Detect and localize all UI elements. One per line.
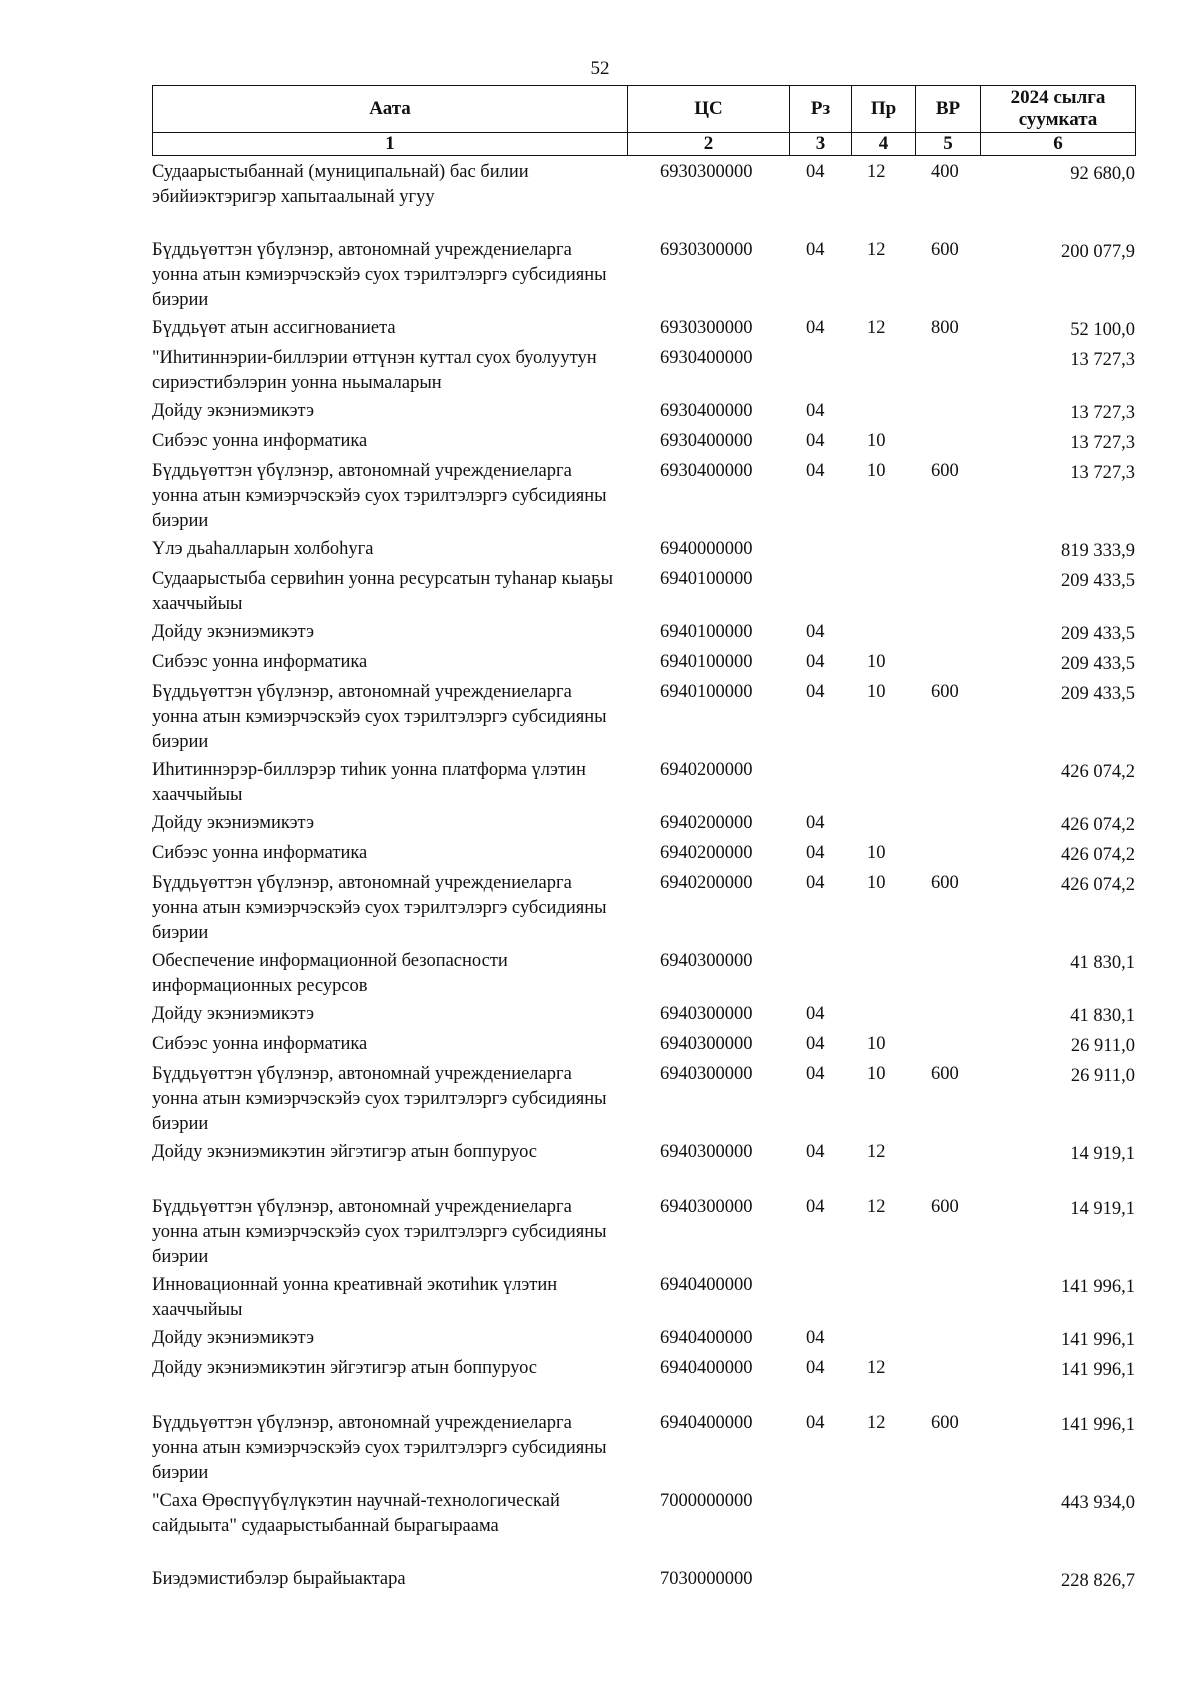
row-cs: 6930400000 <box>660 431 753 451</box>
row-name: Дойду экэниэмикэтэ <box>152 622 315 642</box>
row-rz <box>789 758 851 811</box>
row-pr: 10 <box>867 873 886 893</box>
row-rz: 04 <box>806 843 825 863</box>
row-sum: 52 100,0 <box>1070 320 1135 340</box>
row-rz: 04 <box>806 652 825 672</box>
row-pr: 10 <box>867 431 886 451</box>
row-rz: 04 <box>806 318 825 338</box>
row-rz: 04 <box>806 873 825 893</box>
row-cs: 6940300000 <box>660 1004 753 1024</box>
table-row <box>152 650 1135 680</box>
row-rz: 04 <box>806 461 825 481</box>
row-name: Бүддьүөттэн үбүлэнэр, автономнай учреждениеларга уонна атын кэмиэрчэскэйэ суох тэрилтэлэргэ субсидияны биэрии <box>152 240 607 310</box>
row-pr <box>851 346 915 399</box>
row-sum: 209 433,5 <box>1061 624 1135 644</box>
table-row <box>152 1002 1135 1032</box>
row-cs: 6940400000 <box>660 1275 753 1295</box>
table-row <box>152 1489 1135 1567</box>
row-pr: 12 <box>867 318 886 338</box>
row-sum: 426 074,2 <box>1061 762 1135 782</box>
row-vr <box>915 1489 980 1567</box>
row-rz: 04 <box>806 162 825 182</box>
row-sum: 13 727,3 <box>1070 463 1135 483</box>
table-row <box>152 871 1135 949</box>
row-sum: 200 077,9 <box>1061 242 1135 262</box>
row-name: Сибээс уонна информатика <box>152 431 368 451</box>
row-cs: 6940200000 <box>660 813 753 833</box>
row-cs: 6940200000 <box>660 760 753 780</box>
row-rz: 04 <box>806 1328 825 1348</box>
row-rz <box>789 1273 851 1326</box>
row-vr <box>915 811 980 841</box>
row-name: Дойду экэниэмикэтэ <box>152 401 315 421</box>
row-name: Судаарыстыбаннай (муниципальнай) бас билии эбийиэктэригэр хапытаалынай угуу <box>152 162 529 207</box>
table-row <box>152 1062 1135 1140</box>
row-pr: 12 <box>867 1197 886 1217</box>
row-rz: 04 <box>806 622 825 642</box>
row-name: "Иһитиннэрии-биллэрии өттүнэн куттал суох буолуутун сириэстибэлэрин уонна ньымаларын <box>152 348 597 393</box>
row-cs: 6940300000 <box>660 1197 753 1217</box>
row-cs: 6940300000 <box>660 1034 753 1054</box>
header-num-6: 6 <box>981 133 1136 156</box>
row-rz: 04 <box>806 1142 825 1162</box>
row-pr <box>851 620 915 650</box>
row-name: Дойду экэниэмикэтин эйгэтигэр атын боппуруос <box>152 1142 538 1162</box>
table-row <box>152 811 1135 841</box>
row-sum: 14 919,1 <box>1070 1199 1135 1219</box>
row-sum: 41 830,1 <box>1070 953 1135 973</box>
row-name: Бүддьүөттэн үбүлэнэр, автономнай учреждениеларга уонна атын кэмиэрчэскэйэ суох тэрилтэлэргэ субсидияны биэрии <box>152 682 607 752</box>
row-sum: 209 433,5 <box>1061 684 1135 704</box>
row-sum: 209 433,5 <box>1061 654 1135 674</box>
table-row <box>152 160 1135 238</box>
header-name: Аата <box>153 86 628 133</box>
row-name: Дойду экэниэмикэтэ <box>152 1328 315 1348</box>
row-vr <box>915 650 980 680</box>
table-row <box>152 758 1135 811</box>
row-rz <box>789 949 851 1002</box>
row-name: Дойду экэниэмикэтэ <box>152 1004 315 1024</box>
row-vr <box>915 1356 980 1411</box>
budget-table <box>152 160 1135 1597</box>
row-pr <box>851 758 915 811</box>
table-row <box>152 238 1135 316</box>
row-name: Үлэ дьаһалларын холбоһуга <box>152 539 374 559</box>
row-vr: 600 <box>931 1064 959 1084</box>
row-cs: 7030000000 <box>660 1569 753 1589</box>
row-vr <box>915 841 980 871</box>
row-sum: 228 826,7 <box>1061 1571 1135 1591</box>
row-vr <box>915 567 980 620</box>
row-cs: 6930400000 <box>660 461 753 481</box>
row-cs: 6930400000 <box>660 348 753 368</box>
row-name: Сибээс уонна информатика <box>152 843 368 863</box>
row-rz <box>789 1567 851 1597</box>
table-row <box>152 1032 1135 1062</box>
table-row <box>152 1567 1135 1597</box>
row-pr: 10 <box>867 1064 886 1084</box>
row-pr: 12 <box>867 162 886 182</box>
row-sum: 26 911,0 <box>1070 1066 1135 1086</box>
row-vr <box>915 1032 980 1062</box>
row-sum: 141 996,1 <box>1061 1360 1135 1380</box>
header-cs: ЦС <box>628 86 790 133</box>
row-name: Обеспечение информационной безопасности информационных ресурсов <box>152 951 508 996</box>
row-sum: 26 911,0 <box>1070 1036 1135 1056</box>
row-vr <box>915 1567 980 1597</box>
header-num-3: 3 <box>790 133 852 156</box>
header-sum: 2024 сылга суумката <box>981 86 1136 133</box>
row-sum: 141 996,1 <box>1061 1330 1135 1350</box>
table-row <box>152 567 1135 620</box>
table-row <box>152 1411 1135 1489</box>
row-pr <box>851 537 915 567</box>
row-vr <box>915 1002 980 1032</box>
row-pr: 10 <box>867 843 886 863</box>
row-name: Бүддьүөт атын ассигнованиета <box>152 318 396 338</box>
row-pr: 10 <box>867 1034 886 1054</box>
row-vr <box>915 1273 980 1326</box>
row-cs: 6930300000 <box>660 318 753 338</box>
row-rz <box>789 537 851 567</box>
table-row <box>152 1273 1135 1326</box>
row-pr <box>851 1002 915 1032</box>
row-name: Дойду экэниэмикэтин эйгэтигэр атын боппуруос <box>152 1358 538 1378</box>
table-row <box>152 459 1135 537</box>
row-pr: 10 <box>867 461 886 481</box>
row-pr: 10 <box>867 682 886 702</box>
row-vr: 800 <box>931 318 959 338</box>
table-row <box>152 841 1135 871</box>
table-row <box>152 1140 1135 1195</box>
row-cs: 6940200000 <box>660 873 753 893</box>
row-vr <box>915 429 980 459</box>
row-cs: 6940300000 <box>660 951 753 971</box>
row-rz: 04 <box>806 682 825 702</box>
row-sum: 92 680,0 <box>1070 164 1135 184</box>
row-cs: 6940300000 <box>660 1142 753 1162</box>
row-pr: 12 <box>867 1358 886 1378</box>
row-vr: 600 <box>931 1413 959 1433</box>
row-name: Бүддьүөттэн үбүлэнэр, автономнай учреждениеларга уонна атын кэмиэрчэскэйэ суох тэрилтэлэргэ субсидияны биэрии <box>152 1197 607 1267</box>
row-sum: 141 996,1 <box>1061 1277 1135 1297</box>
row-cs: 6940100000 <box>660 682 753 702</box>
row-cs: 6940200000 <box>660 843 753 863</box>
table-row <box>152 1326 1135 1356</box>
row-pr <box>851 949 915 1002</box>
row-cs: 6940100000 <box>660 652 753 672</box>
row-sum: 14 919,1 <box>1070 1144 1135 1164</box>
row-name: Бүддьүөттэн үбүлэнэр, автономнай учреждениеларга уонна атын кэмиэрчэскэйэ суох тэрилтэлэргэ субсидияны биэрии <box>152 1064 607 1134</box>
row-sum: 141 996,1 <box>1061 1415 1135 1435</box>
row-pr <box>851 399 915 429</box>
table-row <box>152 620 1135 650</box>
row-cs: 7000000000 <box>660 1491 753 1511</box>
row-name: Дойду экэниэмикэтэ <box>152 813 315 833</box>
row-cs: 6940400000 <box>660 1358 753 1378</box>
table-row <box>152 1356 1135 1411</box>
row-vr <box>915 346 980 399</box>
row-vr: 600 <box>931 1197 959 1217</box>
row-vr: 600 <box>931 461 959 481</box>
row-pr <box>851 1489 915 1567</box>
row-pr <box>851 567 915 620</box>
row-vr: 600 <box>931 682 959 702</box>
row-name: Сибээс уонна информатика <box>152 652 368 672</box>
row-rz: 04 <box>806 240 825 260</box>
row-cs: 6930400000 <box>660 401 753 421</box>
row-rz: 04 <box>806 1064 825 1084</box>
row-sum: 41 830,1 <box>1070 1006 1135 1026</box>
row-rz: 04 <box>806 431 825 451</box>
row-vr <box>915 399 980 429</box>
row-sum: 13 727,3 <box>1070 350 1135 370</box>
row-vr: 600 <box>931 873 959 893</box>
row-rz <box>789 346 851 399</box>
row-vr: 600 <box>931 240 959 260</box>
row-cs: 6940100000 <box>660 569 753 589</box>
row-rz: 04 <box>806 1004 825 1024</box>
row-vr <box>915 1140 980 1195</box>
header-num-2: 2 <box>628 133 790 156</box>
row-vr <box>915 949 980 1002</box>
row-pr <box>851 811 915 841</box>
row-sum: 443 934,0 <box>1061 1493 1135 1513</box>
row-cs: 6940100000 <box>660 622 753 642</box>
row-name: "Саха Өрөспүүбүлүкэтин научнай-технологическай сайдыыта" судаарыстыбаннай бырагыраама <box>152 1491 560 1536</box>
table-header <box>152 85 1136 156</box>
row-rz: 04 <box>806 1034 825 1054</box>
row-pr: 12 <box>867 1413 886 1433</box>
row-rz: 04 <box>806 1413 825 1433</box>
row-rz <box>789 567 851 620</box>
row-pr <box>851 1567 915 1597</box>
table-row <box>152 346 1135 399</box>
row-name: Бүддьүөттэн үбүлэнэр, автономнай учреждениеларга уонна атын кэмиэрчэскэйэ суох тэрилтэлэргэ субсидияны биэрии <box>152 873 607 943</box>
row-cs: 6940000000 <box>660 539 753 559</box>
row-vr <box>915 537 980 567</box>
table-row <box>152 316 1135 346</box>
row-name: Бүддьүөттэн үбүлэнэр, автономнай учреждениеларга уонна атын кэмиэрчэскэйэ суох тэрилтэлэргэ субсидияны биэрии <box>152 1413 607 1483</box>
row-pr: 12 <box>867 1142 886 1162</box>
row-rz: 04 <box>806 401 825 421</box>
row-cs: 6930300000 <box>660 162 753 182</box>
row-cs: 6940400000 <box>660 1328 753 1348</box>
row-vr <box>915 1326 980 1356</box>
row-pr <box>851 1273 915 1326</box>
header-num-1: 1 <box>153 133 628 156</box>
header-rz: Рз <box>790 86 852 133</box>
row-cs: 6940300000 <box>660 1064 753 1084</box>
row-sum: 426 074,2 <box>1061 875 1135 895</box>
row-vr <box>915 620 980 650</box>
row-pr: 12 <box>867 240 886 260</box>
header-pr: Пр <box>852 86 916 133</box>
row-vr: 400 <box>931 162 959 182</box>
row-rz: 04 <box>806 1197 825 1217</box>
table-row <box>152 537 1135 567</box>
row-rz: 04 <box>806 1358 825 1378</box>
row-name: Сибээс уонна информатика <box>152 1034 368 1054</box>
page-number: 52 <box>590 58 610 79</box>
row-sum: 426 074,2 <box>1061 845 1135 865</box>
row-name: Иһитиннэрэр-биллэрэр тиһик уонна платформа үлэтин хааччыйыы <box>152 760 586 805</box>
table-row <box>152 949 1135 1002</box>
row-name: Инновационнай уонна креативнай экотиһик үлэтин хааччыйыы <box>152 1275 558 1320</box>
row-pr <box>851 1326 915 1356</box>
row-vr <box>915 758 980 811</box>
table-row <box>152 429 1135 459</box>
table-row <box>152 680 1135 758</box>
table-row <box>152 399 1135 429</box>
row-pr: 10 <box>867 652 886 672</box>
row-sum: 426 074,2 <box>1061 815 1135 835</box>
header-num-4: 4 <box>852 133 916 156</box>
row-cs: 6930300000 <box>660 240 753 260</box>
table-row <box>152 1195 1135 1273</box>
row-name: Биэдэмистибэлэр бырайыактара <box>152 1569 406 1589</box>
row-sum: 13 727,3 <box>1070 433 1135 453</box>
row-sum: 13 727,3 <box>1070 403 1135 423</box>
row-sum: 209 433,5 <box>1061 571 1135 591</box>
row-name: Судаарыстыба сервиһин уонна ресурсатын туһанар кыаҕы хааччыйыы <box>152 569 614 614</box>
header-num-5: 5 <box>916 133 981 156</box>
row-cs: 6940400000 <box>660 1413 753 1433</box>
header-vr: ВР <box>916 86 981 133</box>
row-sum: 819 333,9 <box>1061 541 1135 561</box>
row-rz <box>789 1489 851 1567</box>
row-name: Бүддьүөттэн үбүлэнэр, автономнай учреждениеларга уонна атын кэмиэрчэскэйэ суох тэрилтэлэргэ субсидияны биэрии <box>152 461 607 531</box>
row-rz: 04 <box>806 813 825 833</box>
